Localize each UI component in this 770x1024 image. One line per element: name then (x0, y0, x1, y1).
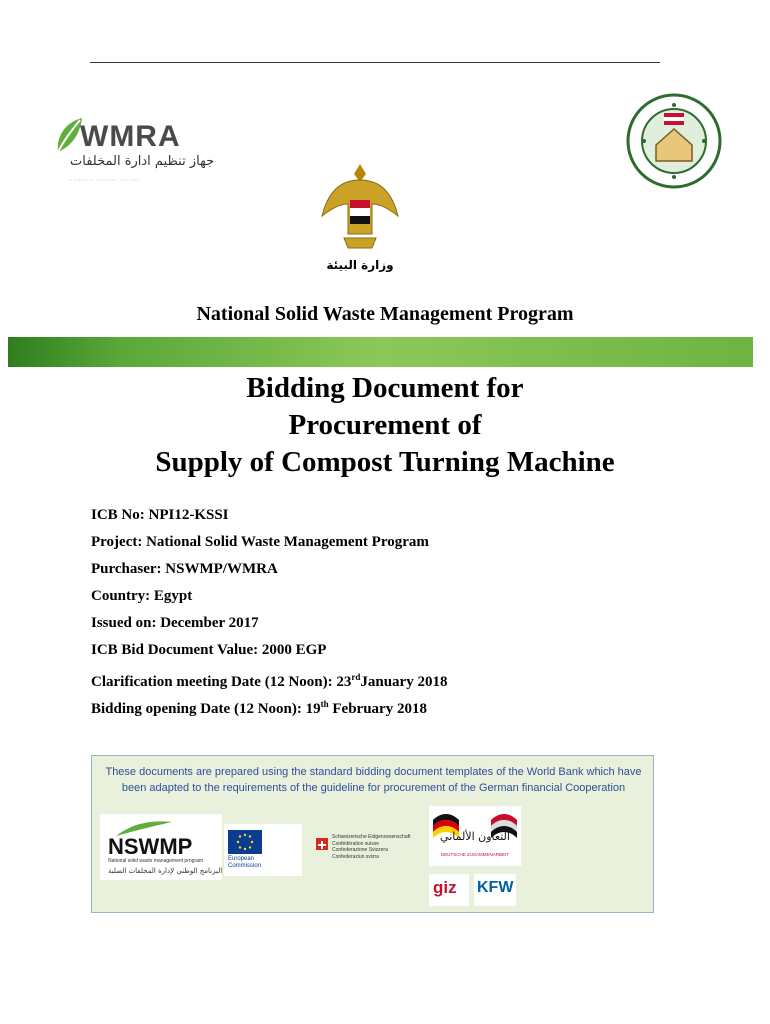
wmra-wordmark: WMRA (80, 120, 181, 153)
nswmp-subtitle: National solid waste management program (108, 858, 204, 864)
german-cooperation-arabic: التعاون الألماني (440, 830, 510, 843)
eu-line-1: European (228, 856, 255, 862)
ministry-seal-icon (626, 93, 722, 189)
swiss-line-1: Schweizerische Eidgenossenschaft (332, 834, 411, 840)
eu-flag-icon (228, 830, 262, 854)
ministry-arabic-name: وزارة البيئة (326, 258, 394, 272)
kfw-logo (474, 874, 516, 906)
partner-box (91, 755, 654, 913)
swiss-line-2: Confédération suisse (332, 840, 379, 847)
german-cooperation-logo (429, 806, 521, 866)
european-commission-logo (224, 824, 302, 876)
german-cooperation-caption: DEUTSCHE ZUSAMMENARBEIT (440, 852, 510, 857)
partner-note-line-2: been adapted to the requirements of the guideline for procurement of the German financial Cooperation (121, 782, 626, 794)
opening-date-text: Bidding opening Date (12 Noon): 19 (91, 701, 321, 717)
opening-date-month: February 2018 (328, 701, 427, 717)
clarification-date-text: Clarification meeting Date (12 Noon): 23 (91, 674, 352, 690)
document-title (0, 370, 770, 481)
nswmp-wordmark: NSWMP (108, 834, 193, 859)
clarification-date-month: January 2018 (360, 674, 448, 690)
swiss-line-3: Confederazione Svizzera (332, 847, 388, 853)
opening-date-suffix: th (320, 699, 329, 709)
swiss-line-4: Confederaziun svizra (332, 853, 379, 860)
german-egypt-flag-ribbon-icon (431, 810, 519, 862)
title-line-3: Supply of Compost Turning Machine (155, 446, 615, 478)
clarification-date-suffix: rd (351, 672, 361, 682)
eu-line-2: Commission (228, 863, 262, 869)
purchaser: Purchaser: NSWMP/WMRA (91, 561, 278, 577)
wmra-faint-text: ·········· ········ ········ (68, 176, 140, 185)
partner-note-line-1: These documents are prepared using the standard bidding document templates of the World Bank which have (105, 766, 642, 778)
nswmp-logo (100, 814, 222, 880)
project: Project: National Solid Waste Management Program (91, 534, 429, 550)
swiss-confederation-logo (316, 828, 416, 868)
icb-number: ICB No: NPI12-KSSI (91, 507, 229, 523)
partner-note (102, 764, 645, 796)
giz-logo (429, 874, 469, 906)
title-line-2: Procurement of (288, 409, 482, 441)
bid-document-value: ICB Bid Document Value: 2000 EGP (91, 642, 327, 658)
swiss-cross-icon (316, 838, 328, 850)
title-line-1: Bidding Document for (246, 372, 524, 404)
clarification-meeting-date (91, 667, 447, 694)
header-rule (90, 62, 660, 63)
giz-wordmark: giz (433, 878, 457, 897)
bidding-opening-date (91, 694, 447, 721)
nswmp-arabic-name: البرنامج الوطني لإدارة المخلفات الصلبة (108, 867, 223, 875)
issued-on: Issued on: December 2017 (91, 615, 259, 631)
program-title: National Solid Waste Management Program (196, 303, 574, 325)
country: Country: Egypt (91, 588, 193, 604)
bid-details (91, 505, 447, 721)
kfw-wordmark: KFW (477, 879, 514, 896)
swiss-logo-text (332, 834, 410, 860)
wmra-logo (50, 110, 215, 190)
egypt-eagle-emblem-icon (318, 160, 402, 260)
wmra-arabic-name: جهاز تنظيم ادارة المخلفات (70, 154, 215, 169)
green-banner (8, 337, 753, 367)
eu-logo-text (228, 856, 261, 870)
